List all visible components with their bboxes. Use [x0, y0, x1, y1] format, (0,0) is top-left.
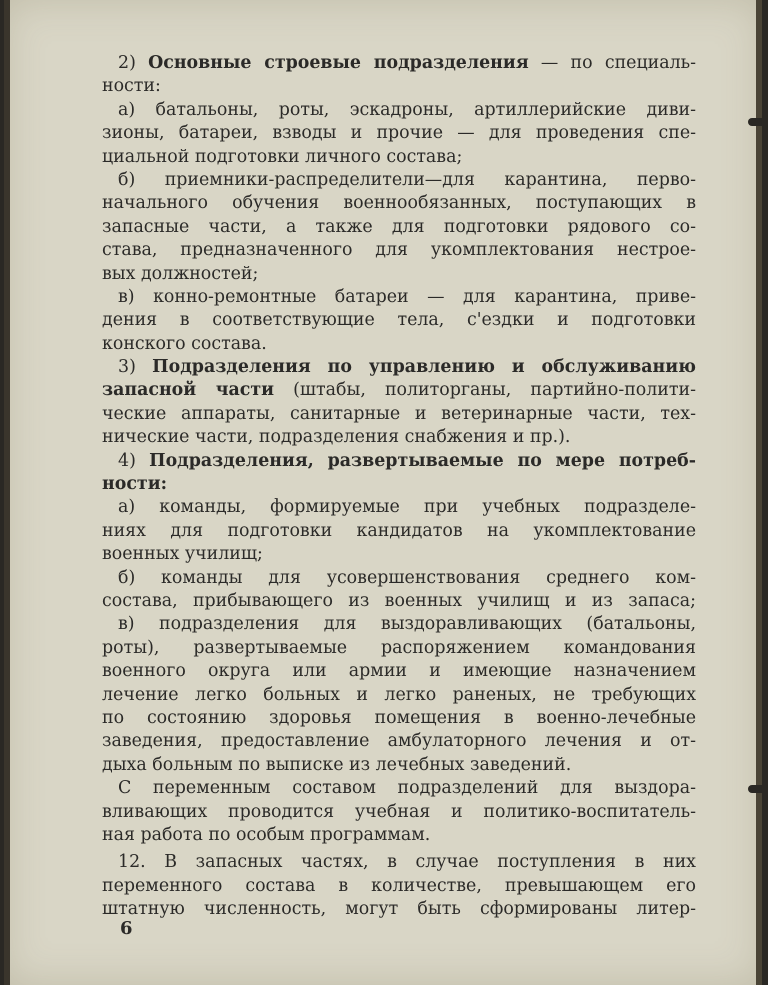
text-line: [102, 543, 696, 566]
text-line: [102, 730, 696, 753]
text-line: [102, 496, 696, 519]
bold-heading-text: Основные строевые подразделения: [148, 53, 529, 73]
text-run: военных училищ;: [102, 544, 263, 565]
text-run: С переменным составом подразделений для выздора-: [118, 778, 696, 799]
text-line: [102, 52, 696, 75]
text-line: [102, 473, 696, 496]
page-edge-right: [756, 0, 762, 985]
text-run: ности:: [102, 76, 161, 97]
text-line: [102, 216, 696, 239]
text-line: [102, 684, 696, 707]
text-line: [102, 379, 696, 402]
text-run: вливающих проводится учебная и политико-воспитатель-: [102, 801, 696, 822]
text-line: [102, 660, 696, 683]
text-run: 2): [118, 53, 149, 73]
text-line: [102, 286, 696, 309]
text-line: [102, 707, 696, 730]
page-edge-left: [4, 0, 10, 985]
text-run: б) приемники-распределители—для карантина, перво-: [118, 169, 696, 190]
text-line: [102, 333, 696, 356]
bold-heading-text: запасной части: [102, 380, 275, 401]
bold-heading-text: ности:: [102, 474, 168, 495]
text-run: заведения, предоставление амбулаторного лечения и от-: [102, 731, 696, 752]
text-line: [102, 637, 696, 660]
text-run: а) батальоны, роты, эскадроны, артиллерийские диви-: [118, 99, 696, 120]
text-line: [102, 754, 696, 777]
bold-heading-text: Подразделения, развертываемые по мере потреб-: [149, 450, 696, 471]
text-run: зионы, батареи, взводы и прочие — для проведения спе-: [102, 123, 696, 144]
text-run: конского состава.: [102, 333, 267, 354]
text-run: в) конно-ремонтные батареи — для карантина, приве-: [118, 286, 696, 307]
text-run: штатную численность, могут быть сформированы литер-: [102, 899, 696, 920]
text-line: [102, 824, 696, 847]
text-run: циальной подготовки личного состава;: [102, 146, 463, 167]
text-run: военного округа или армии и имеющие назначением: [102, 661, 696, 682]
text-run: переменного состава в количестве, превышающем его: [102, 875, 696, 896]
text-line: [102, 898, 696, 921]
text-run: запасные части, а также для подготовки рядового со-: [102, 216, 696, 237]
text-run: (штабы, политорганы, партийно-полити-: [274, 380, 696, 401]
text-run: става, предназначенного для укомплектования нестрое-: [102, 240, 696, 261]
punch-hole: [748, 118, 762, 126]
text-line: [102, 567, 696, 590]
text-line: [102, 122, 696, 145]
text-run: вых должностей;: [102, 263, 259, 284]
text-run: — по специаль-: [528, 53, 696, 73]
text-run: дения в соответствующие тела, с'ездки и подготовки: [102, 310, 696, 331]
text-run: нические части, подразделения снабжения и пр.).: [102, 427, 571, 448]
text-run: б) команды для усовершенствования среднего ком-: [118, 567, 696, 588]
text-run: ческие аппараты, санитарные и ветеринарные части, тех-: [102, 403, 696, 424]
text-run: лечение легко больных и легко раненых, не требующих: [102, 684, 696, 705]
text-line: [102, 613, 696, 636]
text-line: [102, 851, 696, 874]
text-run: роты), развертываемые распоряжением командования: [102, 637, 696, 658]
text-line: [102, 426, 696, 449]
text-run: состава, прибывающего из военных училищ и из запаса;: [102, 590, 696, 611]
body-text: [102, 52, 696, 921]
text-line: [102, 146, 696, 169]
text-line: [102, 169, 696, 192]
text-line: [102, 777, 696, 800]
text-line: [102, 403, 696, 426]
page-number: 6: [120, 918, 133, 939]
text-run: ная работа по особым программам.: [102, 824, 431, 845]
bold-heading-text: Подразделения по управлению и обслуживанию: [152, 357, 696, 378]
text-run: по состоянию здоровья помещения в военно-лечебные: [102, 707, 696, 728]
text-run: дыха больным по выписке из лечебных заведений.: [102, 754, 572, 775]
text-run: ниях для подготовки кандидатов на укомплектование: [102, 520, 696, 541]
text-line: [102, 590, 696, 613]
text-run: а) команды, формируемые при учебных подразделе-: [118, 497, 696, 518]
text-line: [102, 239, 696, 262]
text-run: начального обучения военнообязанных, поступающих в: [102, 193, 696, 214]
text-line: [102, 99, 696, 122]
text-line: [102, 309, 696, 332]
punch-hole: [748, 785, 762, 793]
text-line: [102, 875, 696, 898]
text-line: [102, 801, 696, 824]
text-line: [102, 192, 696, 215]
text-line: [102, 263, 696, 286]
document-page: [4, 0, 762, 985]
text-run: в) подразделения для выздоравливающих (батальоны,: [118, 614, 696, 635]
text-line: [102, 450, 696, 473]
text-run: 12. В запасных частях, в случае поступления в них: [118, 852, 696, 873]
text-run: 4): [118, 450, 150, 471]
text-line: [102, 75, 696, 98]
text-line: [102, 356, 696, 379]
text-line: [102, 520, 696, 543]
text-run: 3): [118, 357, 153, 378]
